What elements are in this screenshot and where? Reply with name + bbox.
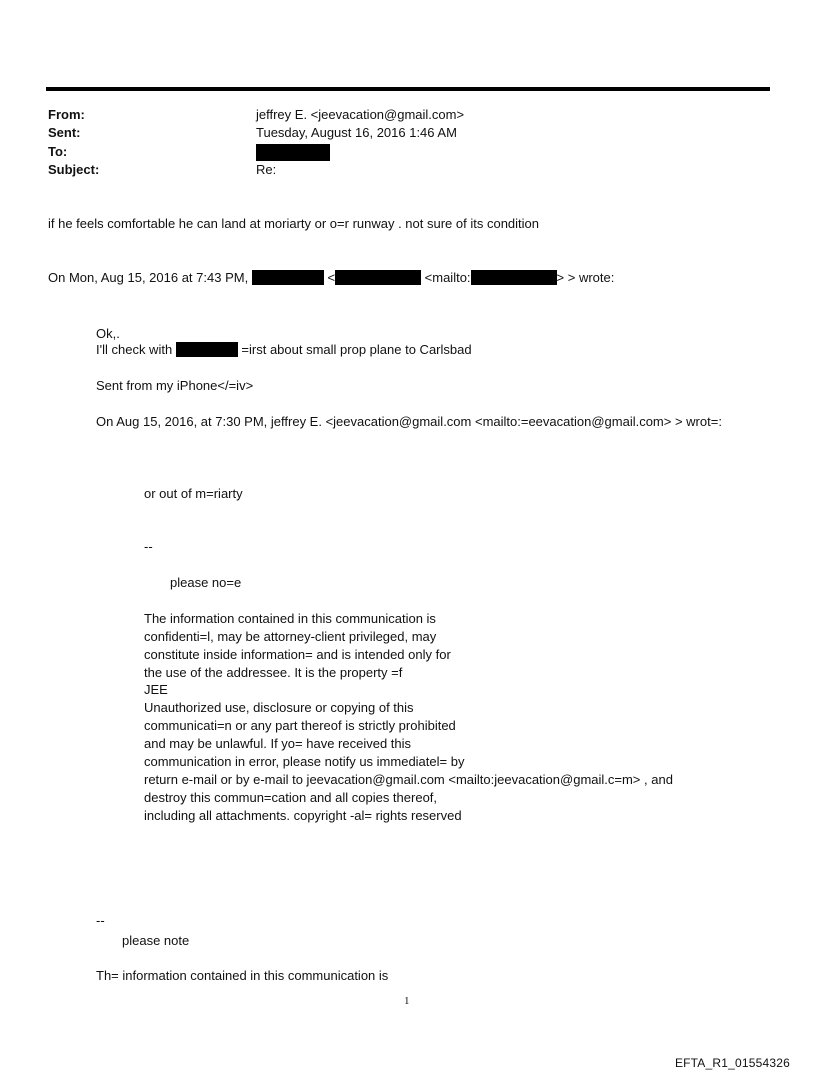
signature-dash-2: -- bbox=[96, 913, 105, 928]
disclaimer-line: confidenti=l, may be attorney-client privileged, may bbox=[144, 629, 437, 644]
disclaimer-line: constitute inside information= and is intended only for bbox=[144, 647, 451, 662]
from-label: From: bbox=[48, 107, 85, 122]
reply-line-1 bbox=[48, 269, 614, 287]
signature-dash: -- bbox=[144, 539, 153, 554]
sent-label: Sent: bbox=[48, 125, 81, 140]
disclaimer-line: communicati=n or any part thereof is strictly prohibited bbox=[144, 718, 456, 733]
header-rule bbox=[46, 87, 770, 91]
final-text: Th= information contained in this communication is bbox=[96, 968, 389, 983]
out-of-text: or out of m=riarty bbox=[144, 486, 243, 501]
sent-from-text: Sent from my iPhone</=iv> bbox=[96, 378, 254, 393]
reply1-lt: < bbox=[327, 270, 336, 285]
from-value: jeffrey E. <jeevacation@gmail.com> bbox=[256, 107, 465, 122]
please-note-2: please note bbox=[122, 933, 190, 948]
disclaimer-line: destroy this commun=cation and all copies thereof, bbox=[144, 790, 438, 805]
disclaimer-line: including all attachments. copyright -al= rights reserved bbox=[144, 808, 462, 823]
reply1-pre: On Mon, Aug 15, 2016 at 7:43 PM, bbox=[48, 270, 249, 285]
sent-value: Tuesday, August 16, 2016 1:46 AM bbox=[256, 125, 457, 140]
message-text: if he feels comfortable he can land at moriarty or o=r runway . not sure of its condition bbox=[48, 216, 539, 231]
check-line bbox=[96, 341, 472, 359]
disclaimer-line: the use of the addressee. It is the property =f bbox=[144, 665, 403, 680]
to-label: To: bbox=[48, 144, 68, 159]
check-pre: I'll check with bbox=[96, 342, 173, 357]
redaction-sender-email bbox=[335, 270, 421, 285]
disclaimer-line: Unauthorized use, disclosure or copying of this bbox=[144, 700, 414, 715]
disclaimer-line: communication in error, please notify us immediatel= by bbox=[144, 754, 465, 769]
ok-text: Ok,. bbox=[96, 326, 120, 341]
disclaimer-line: The information contained in this communication is bbox=[144, 611, 436, 626]
disclaimer-line: JEE bbox=[144, 682, 168, 697]
reply1-post: > > wrote: bbox=[556, 270, 615, 285]
reply1-mailto: <mailto: bbox=[424, 270, 471, 285]
redaction-contact-name bbox=[176, 342, 238, 357]
disclaimer-line: and may be unlawful. If yo= have received this bbox=[144, 736, 412, 751]
redaction-sender-name bbox=[252, 270, 324, 285]
reply-line-2: On Aug 15, 2016, at 7:30 PM, jeffrey E. <jeevacation@gmail.com <mailto:=eevacation@gmail.com> > wrot=: bbox=[96, 414, 722, 429]
page-number: 1 bbox=[404, 995, 410, 1007]
footer-id: EFTA_R1_01554326 bbox=[674, 1056, 790, 1070]
subject-value: Re: bbox=[256, 162, 277, 177]
subject-label: Subject: bbox=[48, 162, 100, 177]
disclaimer-line: return e-mail or by e-mail to jeevacation@gmail.com <mailto:jeevacation@gmail.c=m> , and bbox=[144, 772, 673, 787]
to-redaction bbox=[256, 144, 330, 161]
check-post: =irst about small prop plane to Carlsbad bbox=[241, 342, 472, 357]
redaction-mailto-email bbox=[471, 270, 557, 285]
please-note-1: please no=e bbox=[170, 575, 242, 590]
